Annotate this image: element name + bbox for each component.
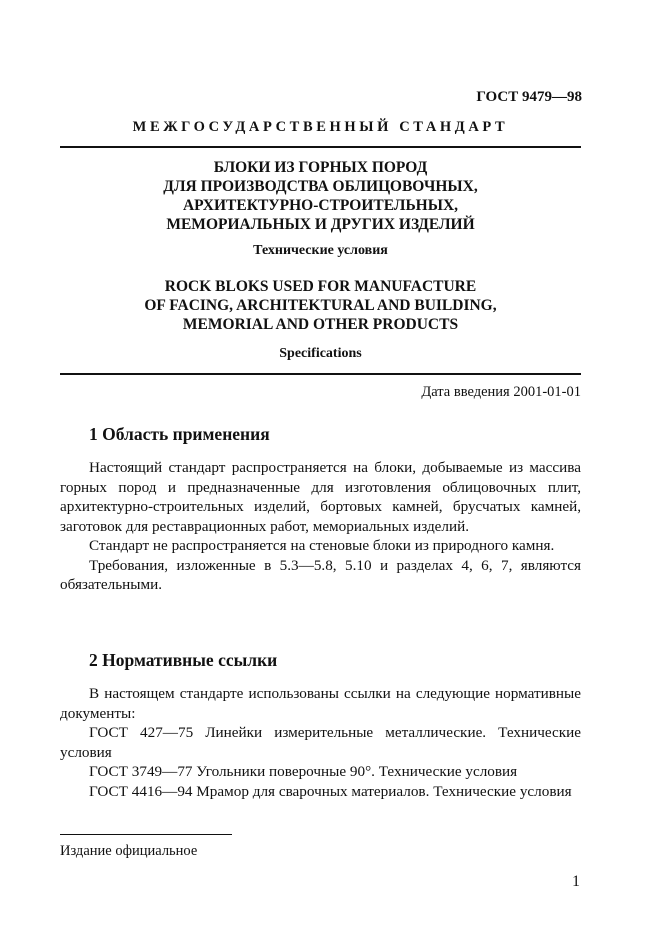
title-ru [60, 158, 581, 234]
section-body [60, 684, 581, 801]
title-en-line: ROCK BLOKS USED FOR MANUFACTURE [164, 278, 477, 295]
section-heading: 2 Нормативные ссылки [89, 650, 278, 670]
reference-item: ГОСТ 4416—94 Мрамор для сварочных материалов. Технические условия [89, 782, 572, 800]
section-body [60, 458, 581, 595]
page-number: 1 [572, 873, 580, 890]
intro-date: Дата введения 2001-01-01 [421, 384, 581, 400]
standard-type: МЕЖГОСУДАРСТВЕННЫЙ СТАНДАРТ [132, 119, 509, 135]
gost-code: ГОСТ 9479—98 [476, 89, 582, 105]
subtitle-en: Specifications [279, 346, 362, 361]
paragraph: Настоящий стандарт распространяется на блоки, добываемые из массива горных пород и предназначенные для изготовления облицовочных плит, архитектурно-строительных изделий, бортовых камней, брусчатых камней, заготовок для реставрационных работ, мемориальных изделий. [60, 459, 581, 535]
paragraph: Стандарт не распространяется на стеновые блоки из природного камня. [89, 537, 555, 554]
footnote-rule [60, 834, 232, 835]
title-en [60, 277, 581, 334]
title-ru-line: ДЛЯ ПРОИЗВОДСТВА ОБЛИЦОВОЧНЫХ, [163, 178, 478, 195]
top-rule [60, 146, 581, 148]
subtitle-ru: Технические условия [253, 243, 388, 258]
paragraph: В настоящем стандарте использованы ссылки на следующие нормативные документы: [60, 685, 581, 722]
title-en-line: MEMORIAL AND OTHER PRODUCTS [182, 316, 459, 333]
paragraph: Требования, изложенные в 5.3—5.8, 5.10 и разделах 4, 6, 7, являются обязательными. [60, 556, 581, 593]
edition-note: Издание официальное [60, 843, 198, 859]
title-ru-line: БЛОКИ ИЗ ГОРНЫХ ПОРОД [213, 159, 428, 176]
reference-item: ГОСТ 427—75 Линейки измерительные металлические. Технические условия [60, 724, 581, 761]
title-bottom-rule [60, 373, 581, 375]
reference-item: ГОСТ 3749—77 Угольники поверочные 90°. Технические условия [89, 763, 518, 780]
title-en-line: OF FACING, ARCHITEKTURAL AND BUILDING, [144, 297, 497, 314]
title-ru-line: МЕМОРИАЛЬНЫХ И ДРУГИХ ИЗДЕЛИЙ [166, 216, 475, 233]
section-heading: 1 Область применения [89, 424, 270, 444]
title-ru-line: АРХИТЕКТУРНО-СТРОИТЕЛЬНЫХ, [182, 197, 459, 214]
